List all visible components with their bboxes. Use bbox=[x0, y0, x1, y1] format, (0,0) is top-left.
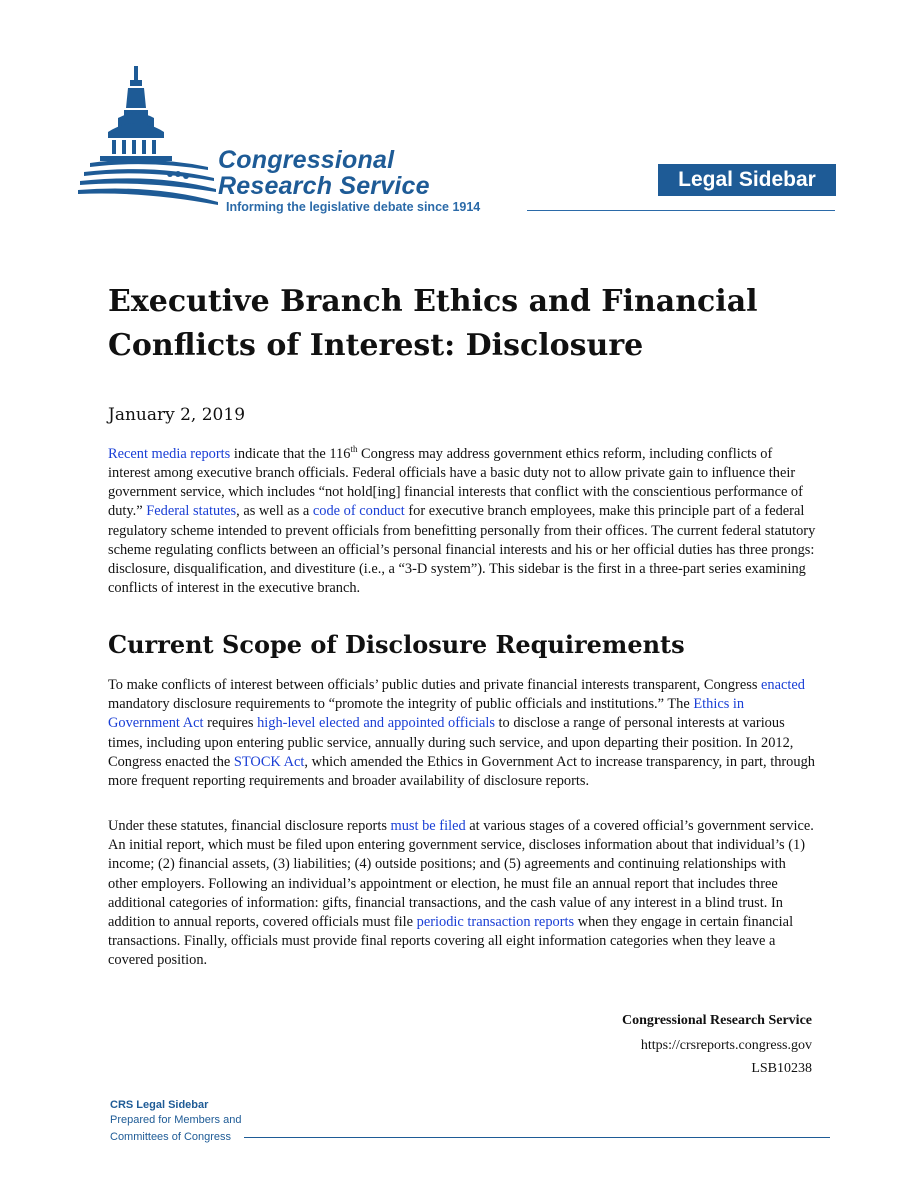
title-line1: Executive Branch Ethics and Financial bbox=[108, 284, 758, 319]
link-recent-media-reports[interactable]: Recent media reports bbox=[108, 445, 231, 462]
section-heading: Current Scope of Disclosure Requirements bbox=[108, 630, 685, 659]
document-date: January 2, 2019 bbox=[108, 405, 246, 425]
footer-rule bbox=[244, 1137, 830, 1138]
org-name-line1: Congressional bbox=[218, 146, 395, 174]
org-tagline: Informing the legislative debate since 1914 bbox=[226, 200, 481, 214]
reports-paragraph: Under these statutes, financial disclosure reports must be filed at various stages of a covered official’s government service. An initial report, which must be filed upon entering government service, discloses information about that individual’s (1) income; (2) financial assets, (3) liabilities; (4) outside positions; and (5) agreements and continuing relationships with other employers. Following an individual’s appointment or election, he must file an annual report that includes three additional categories of information: gifts, financial transactions, and the cash value of any interest in a blind trust. In addition to annual reports, covered officials must file periodic transaction reports when they engage in certain financial transactions. Finally, officials must provide final reports covering all eight information categories when they leave a covered position. bbox=[108, 818, 814, 969]
link-must-be-filed[interactable]: must be filed bbox=[390, 818, 466, 834]
footer-org: Congressional Research Service bbox=[621, 1013, 812, 1028]
header-rule bbox=[527, 210, 835, 211]
footer-left-title: CRS Legal Sidebar bbox=[110, 1099, 209, 1111]
footer-left-line2: Prepared for Members and bbox=[110, 1114, 242, 1126]
link-ethics-in-government-act[interactable]: Ethics in Government Act bbox=[108, 696, 745, 732]
document-title bbox=[108, 280, 808, 368]
link-high-level-officials[interactable]: high-level elected and appointed officials bbox=[257, 715, 495, 732]
link-periodic-transaction-reports[interactable]: periodic transaction reports bbox=[416, 914, 575, 931]
footer-report-id: LSB10238 bbox=[751, 1061, 812, 1076]
org-name-line2: Research Service bbox=[218, 172, 430, 200]
link-stock-act[interactable]: STOCK Act bbox=[233, 753, 305, 770]
title-line2: Conflicts of Interest: Disclosure bbox=[108, 328, 644, 363]
link-code-of-conduct[interactable]: code of conduct bbox=[312, 503, 405, 520]
scope-paragraph: To make conflicts of interest between officials’ public duties and private financial interests transparent, Congress enacted mandatory disclosure requirements to “promote the integrity of public officials and institutions.” The Ethics in Government Act requires high-level elected and appointed officials to disclose a range of personal interests at various times, including upon entering public service, annually during such service, and upon departing their position. In 2012, Congress enacted the STOCK Act, which amended the Ethics in Government Act to increase transparency, in part, through more frequent reporting requirements and broader availability of disclosure reports. bbox=[108, 677, 815, 790]
legal-sidebar-badge: Legal Sidebar bbox=[658, 164, 836, 196]
link-enacted[interactable]: enacted bbox=[761, 677, 805, 693]
footer-url[interactable]: https://crsreports.congress.gov bbox=[640, 1038, 812, 1053]
intro-paragraph: Recent media reports indicate that the 116th Congress may address government ethics reform, including conflicts of interest among executive branch officials. Federal officials have a basic duty not to allow private gain to influence their government service, which includes “not hold[ing] financial interests that conflict with the conscientious performance of duty.” Federal statutes, as well as a code of conduct for executive branch employees, make this principle part of a federal regulatory scheme intended to prevent officials from benefitting personally from their offices. The current federal statutory scheme regulating conflicts between an official’s personal financial interests and his or her official duties has three prongs: disclosure, disqualification, and divestiture (i.e., a “3-D system”). This sidebar is the first in a three-part series examining conflicts of interest in the executive branch. bbox=[108, 444, 816, 597]
footer-left-line3: Committees of Congress bbox=[110, 1131, 232, 1143]
link-federal-statutes[interactable]: Federal statutes bbox=[146, 503, 237, 520]
